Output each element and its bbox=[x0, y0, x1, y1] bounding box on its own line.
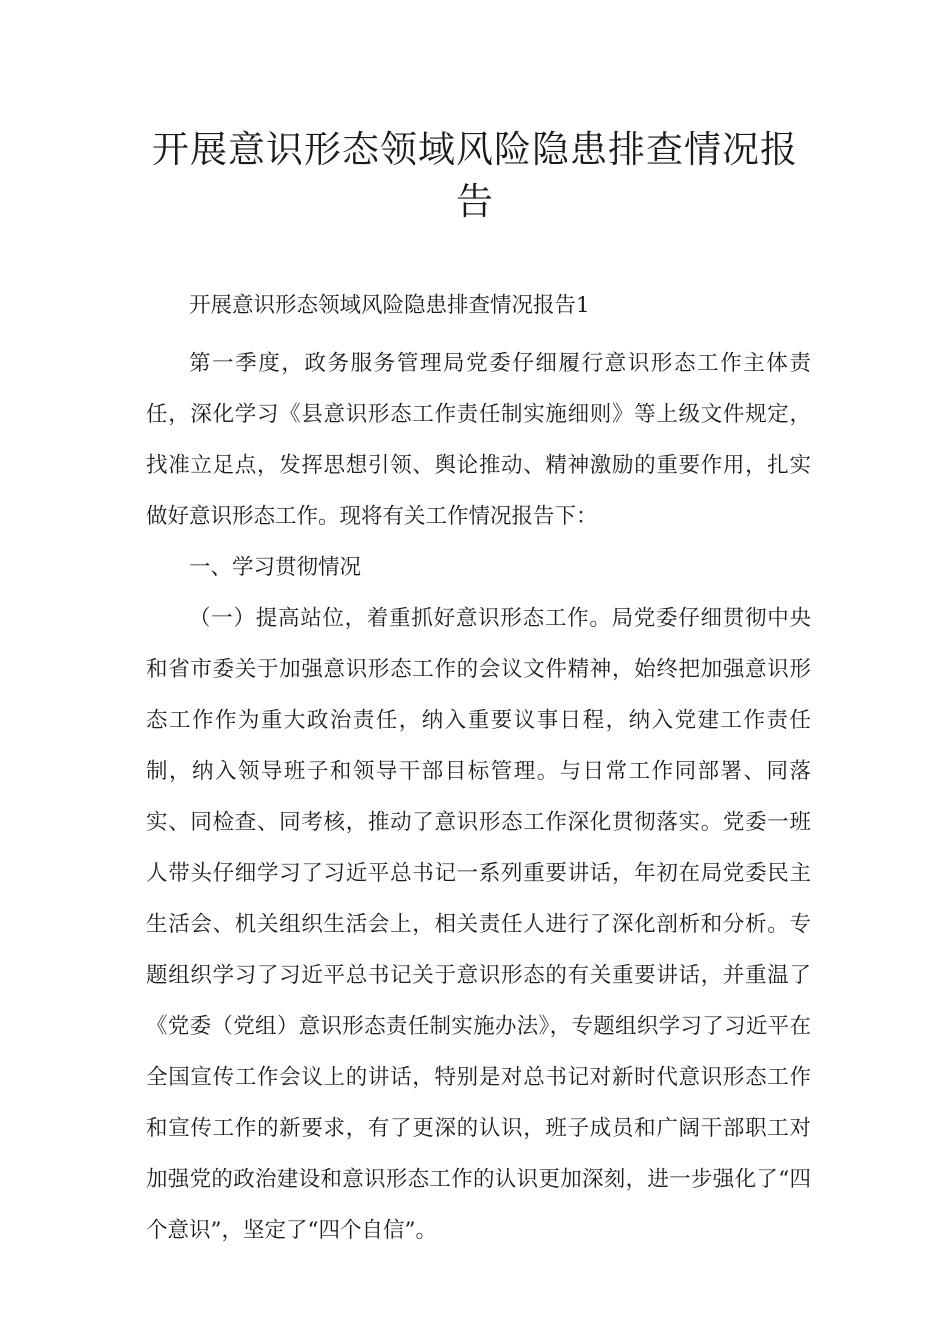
document-subtitle: 开展意识形态领域风险隐患排查情况报告1 bbox=[189, 293, 590, 318]
paragraph-intro: 第一季度，政务服务管理局党委仔细履行意识形态工作主体责任，深化学习《县意识形态工作责任制实施细则》等上级文件规定，找准立足点，发挥思想引领、舆论推动、精神激励的重要作用，扎实做好意识形态工作。现将有关工作情况报告下： bbox=[146, 351, 811, 529]
document-title: 开展意识形态领域风险隐患排查情况报告 bbox=[152, 128, 798, 223]
document-body bbox=[146, 280, 811, 1256]
section-heading: 一、学习贯彻情况 bbox=[189, 555, 362, 580]
paragraph-section-1: （一）提高站位，着重抓好意识形态工作。局党委仔细贯彻中央和省市委关于加强意识形态工作的会议文件精神，始终把加强意识形态工作作为重大政治责任，纳入重要议事日程，纳入党建工作责任制，纳入领导班子和领导干部目标管理。与日常工作同部署、同落实、同检查、同考核，推动了意识形态工作深化贯彻落实。党委一班人带头仔细学习了习近平总书记一系列重要讲话，年初在局党委民主生活会、机关组织生活会上，相关责任人进行了深化剖析和分析。专题组织学习了习近平总书记关于意识形态的有关重要讲话，并重温了《党委（党组）意识形态责任制实施办法》，专题组织学习了习近平在全国宣传工作会议上的讲话，特别是对总书记对新时代意识形态工作和宣传工作的新要求，有了更深的认识，班子成员和广阔干部职工对加强党的政治建设和意识形态工作的认识更加深刻，进一步强化了“四个意识”，坚定了“四个自信”。 bbox=[146, 606, 811, 1243]
